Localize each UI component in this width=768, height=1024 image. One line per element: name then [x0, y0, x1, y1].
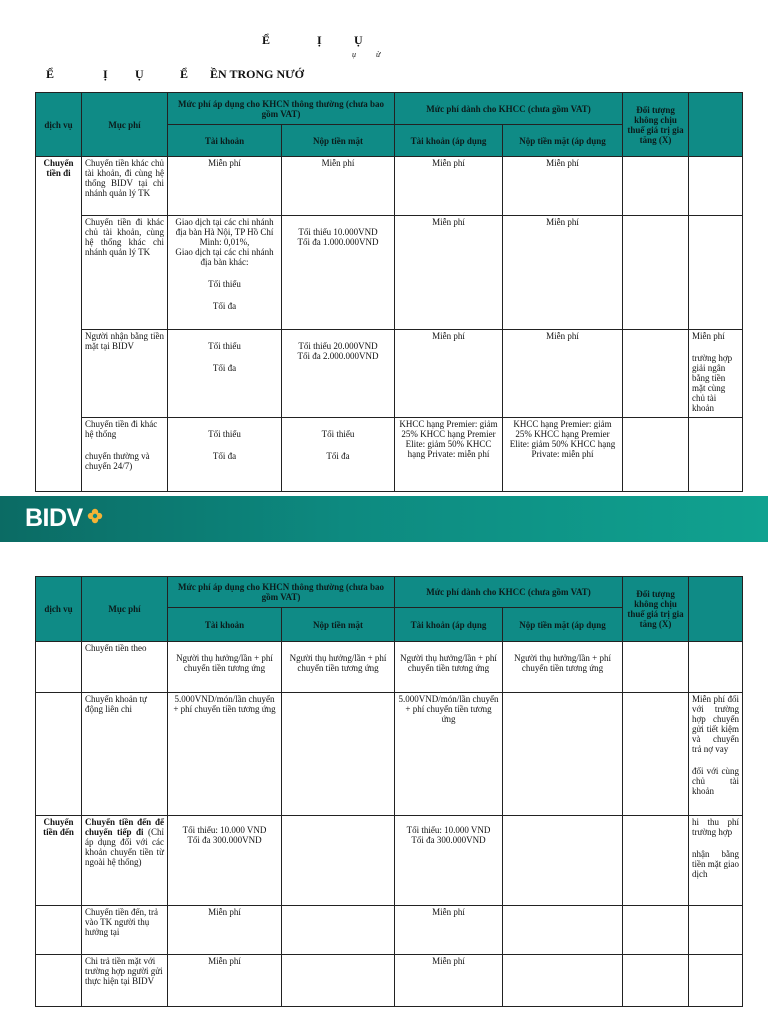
note-cell	[689, 216, 743, 330]
note-cell	[689, 418, 743, 492]
vat-cell	[623, 642, 689, 693]
header-khcc-group: Mức phí dành cho KHCC (chưa gồm VAT)	[395, 93, 623, 125]
item-cell: Chuyển tiền đến, trả vào TK người thụ hưởng tại	[82, 906, 168, 955]
header-notes	[689, 93, 743, 157]
fee-line: Người thụ hưởng/lần + phí chuyển tiền tương ứng	[289, 653, 387, 673]
vat-cell	[623, 955, 689, 1007]
fee-cell: Miễn phí	[168, 157, 282, 216]
fee-max: Tối đa	[212, 363, 237, 373]
fee-cell: Miễn phí	[503, 216, 623, 330]
table-row	[36, 816, 743, 906]
fee-cell: 5.000VND/món/lần chuyển + phí chuyển tiền tương ứng	[395, 693, 503, 816]
fee-cell	[282, 955, 395, 1007]
item-cell: Chuyển khoản tự động liên chi	[82, 693, 168, 816]
fee-cell	[503, 642, 623, 693]
header-account: Tài khoản	[168, 608, 282, 642]
fee-max: Tối đa	[212, 451, 237, 461]
note-line: đối với cùng chủ tài khoản	[692, 766, 740, 796]
item-cell: Chuyển tiền theo	[82, 642, 168, 693]
header-khcc-group: Mức phí dành cho KHCC (chưa gồm VAT)	[395, 577, 623, 608]
fee-cell	[168, 816, 282, 906]
header-khcn-group: Mức phí áp dụng cho KHCN thông thường (chưa bao gồm VAT)	[168, 93, 395, 125]
fee-cell	[282, 693, 395, 816]
table-row	[36, 216, 743, 330]
category-cell-empty	[36, 955, 82, 1007]
vat-cell	[623, 330, 689, 418]
bidv-logo: BIDV	[25, 504, 83, 532]
note-line: trường hợp giải ngân bằng tiền mặt cùng chủ tài khoản	[692, 353, 733, 413]
fee-cell	[395, 816, 503, 906]
fee-cell	[168, 216, 282, 330]
header-vat-exempt: Đối tượng không chịu thuế giá trị gia tăng (X)	[623, 93, 689, 157]
note-line: nhận bằng tiền mặt giao dịch	[692, 849, 740, 879]
fee-cell	[282, 216, 395, 330]
header-khcc-account: Tài khoản (áp dụng	[395, 125, 503, 157]
table-row	[36, 693, 743, 816]
item-cell	[82, 816, 168, 906]
fee-line: Giao dịch tại các chi nhánh địa bàn khác:	[175, 247, 274, 267]
category-cell-empty	[36, 906, 82, 955]
category-cell-empty	[36, 693, 82, 816]
header-cash: Nộp tiền mặt	[282, 125, 395, 157]
vat-cell	[623, 816, 689, 906]
item-cell	[82, 418, 168, 492]
note-cell	[689, 955, 743, 1007]
fee-min: Tối thiểu	[208, 429, 241, 439]
fee-table-incoming	[35, 576, 743, 1007]
fee-cell	[282, 642, 395, 693]
fee-min: Tối thiểu	[321, 429, 355, 439]
table-row	[36, 955, 743, 1007]
fee-max: Tối đa 1.000.000VND	[297, 237, 379, 247]
fee-cell	[282, 330, 395, 418]
note-line: hi thu phí trường hợp	[692, 817, 740, 837]
heading-fragment: ỀN TRONG NƯỚ	[210, 67, 305, 81]
fee-line: Giao dịch tại các chi nhánh địa bàn Hà Nội, TP Hồ Chí Minh: 0,01%,	[175, 217, 274, 247]
fee-min: Tối thiểu: 10.000 VND	[406, 825, 491, 835]
header-item: Mục phí	[82, 93, 168, 157]
fee-cell	[503, 955, 623, 1007]
fee-cell: Miễn phí	[395, 955, 503, 1007]
item-bold-text: Chuyển tiền đến để chuyển tiếp đi	[85, 817, 164, 837]
header-khcc-cash: Nộp tiền mặt (áp dụng	[503, 125, 623, 157]
header-account: Tài khoản	[168, 125, 282, 157]
note-cell	[689, 816, 743, 906]
table-row	[36, 906, 743, 955]
item-note-text: (Chỉ áp dụng đối với các khoản chuyển tiền từ ngoài hệ thống)	[85, 827, 165, 867]
vat-cell	[623, 216, 689, 330]
subtitle-fragment: ừ	[376, 50, 381, 59]
heading-fragment: Ụ	[135, 67, 144, 81]
fee-cell	[503, 816, 623, 906]
header-vat-exempt: Đối tượng không chịu thuế giá trị gia tăng (X)	[623, 577, 689, 642]
fee-cell	[168, 418, 282, 492]
note-cell	[689, 693, 743, 816]
vat-cell	[623, 157, 689, 216]
item-cell: Người nhận bằng tiền mặt tại BIDV	[82, 330, 168, 418]
header-notes	[689, 577, 743, 642]
fee-cell: Miễn phí	[395, 157, 503, 216]
fee-cell: 5.000VND/món/lần chuyển + phí chuyển tiền tương ứng	[168, 693, 282, 816]
item-line: Chuyển tiền đi khác hệ thống	[85, 419, 158, 439]
item-cell: Chi trả tiền mặt với trường hợp người gửi thực hiện tại BIDV	[82, 955, 168, 1007]
fee-cell: Miễn phí	[395, 906, 503, 955]
table-row	[36, 157, 743, 216]
header-khcn-group: Mức phí áp dụng cho KHCN thông thường (chưa bao gồm VAT)	[168, 577, 395, 608]
fee-max: Tối đa 300.000VND	[411, 835, 486, 845]
fee-cell	[503, 906, 623, 955]
header-item: Mục phí	[82, 577, 168, 642]
fee-table-outgoing	[35, 92, 743, 492]
fee-cell: Miễn phí	[282, 157, 395, 216]
bidv-flower-icon	[87, 508, 103, 524]
fee-cell	[168, 330, 282, 418]
note-line: Miễn phí đối với trường hợp chuyển gửi tiết kiệm và chuyển trả nợ vay	[692, 694, 740, 754]
fee-cell	[282, 816, 395, 906]
fee-cell: Miễn phí	[168, 906, 282, 955]
note-cell	[689, 157, 743, 216]
title-fragment: Ị	[317, 33, 322, 47]
header-service: dịch vụ	[36, 93, 82, 157]
vat-cell	[623, 693, 689, 816]
fee-cell: Miễn phí	[503, 157, 623, 216]
header-khcc-account: Tài khoản (áp dụng	[395, 608, 503, 642]
heading-fragment: Ị	[103, 67, 108, 81]
fee-cell	[168, 642, 282, 693]
category-cell: Chuyển tiền đến	[36, 816, 82, 906]
table-row	[36, 418, 743, 492]
fee-cell: KHCC hạng Premier: giảm 25% KHCC hạng Premier Elite: giảm 50% KHCC hạng Private: miễn phí	[503, 418, 623, 492]
note-line: Miễn phí	[692, 331, 725, 341]
fee-cell	[395, 642, 503, 693]
fee-cell: KHCC hạng Premier: giảm 25% KHCC hạng Premier Elite: giảm 50% KHCC hạng Private: miễn phí	[395, 418, 503, 492]
heading-fragment: Ể	[180, 67, 189, 81]
vat-cell	[623, 906, 689, 955]
header-khcc-cash: Nộp tiền mặt (áp dụng	[503, 608, 623, 642]
category-cell-empty	[36, 642, 82, 693]
fee-cell: Miễn phí	[503, 330, 623, 418]
fee-min: Tối thiểu 20.000VND	[298, 341, 378, 351]
vat-cell	[623, 418, 689, 492]
title-fragment: Ụ	[354, 33, 363, 47]
header-service: dịch vụ	[36, 577, 82, 642]
item-line: chuyển thường và chuyển 24/7)	[85, 451, 150, 471]
note-cell	[689, 330, 743, 418]
table-row	[36, 330, 743, 418]
fee-cell	[282, 418, 395, 492]
category-cell: Chuyển tiền đi	[36, 157, 82, 492]
note-cell	[689, 906, 743, 955]
brand-band	[0, 496, 768, 542]
table-row	[36, 642, 743, 693]
fee-min: Tối thiểu	[208, 341, 241, 351]
fee-line: Người thụ hưởng/lần + phí chuyển tiền tương ứng	[176, 653, 273, 673]
fee-cell: Miễn phí	[168, 955, 282, 1007]
fee-min: Tối thiểu 10.000VND	[298, 227, 378, 237]
fee-line: Người thụ hưởng/lần + phí chuyển tiền tương ứng	[400, 653, 497, 673]
fee-max: Tối đa	[212, 301, 237, 311]
heading-fragment: Ể	[46, 67, 55, 81]
fee-min: Tối thiểu	[208, 279, 241, 289]
note-cell	[689, 642, 743, 693]
fee-cell	[282, 906, 395, 955]
subtitle-fragment: ụ	[352, 50, 356, 59]
fee-line: Người thụ hưởng/lần + phí chuyển tiền tương ứng	[514, 653, 611, 673]
fee-cell: Miễn phí	[395, 216, 503, 330]
header-cash: Nộp tiền mặt	[282, 608, 395, 642]
item-cell: Chuyển tiền đi khác chủ tài khoản, cùng hệ thống khác chi nhánh quản lý TK	[82, 216, 168, 330]
fee-max: Tối đa 2.000.000VND	[297, 351, 379, 361]
fee-min: Tối thiểu: 10.000 VND	[182, 825, 267, 835]
fee-cell	[503, 693, 623, 816]
title-fragment: Ể	[262, 33, 271, 47]
fee-max: Tối đa	[326, 451, 350, 461]
item-cell: Chuyển tiền khác chủ tài khoản, đi cùng hệ thống BIDV tại chi nhánh quản lý TK	[82, 157, 168, 216]
fee-max: Tối đa 300.000VND	[187, 835, 262, 845]
fee-cell: Miễn phí	[395, 330, 503, 418]
